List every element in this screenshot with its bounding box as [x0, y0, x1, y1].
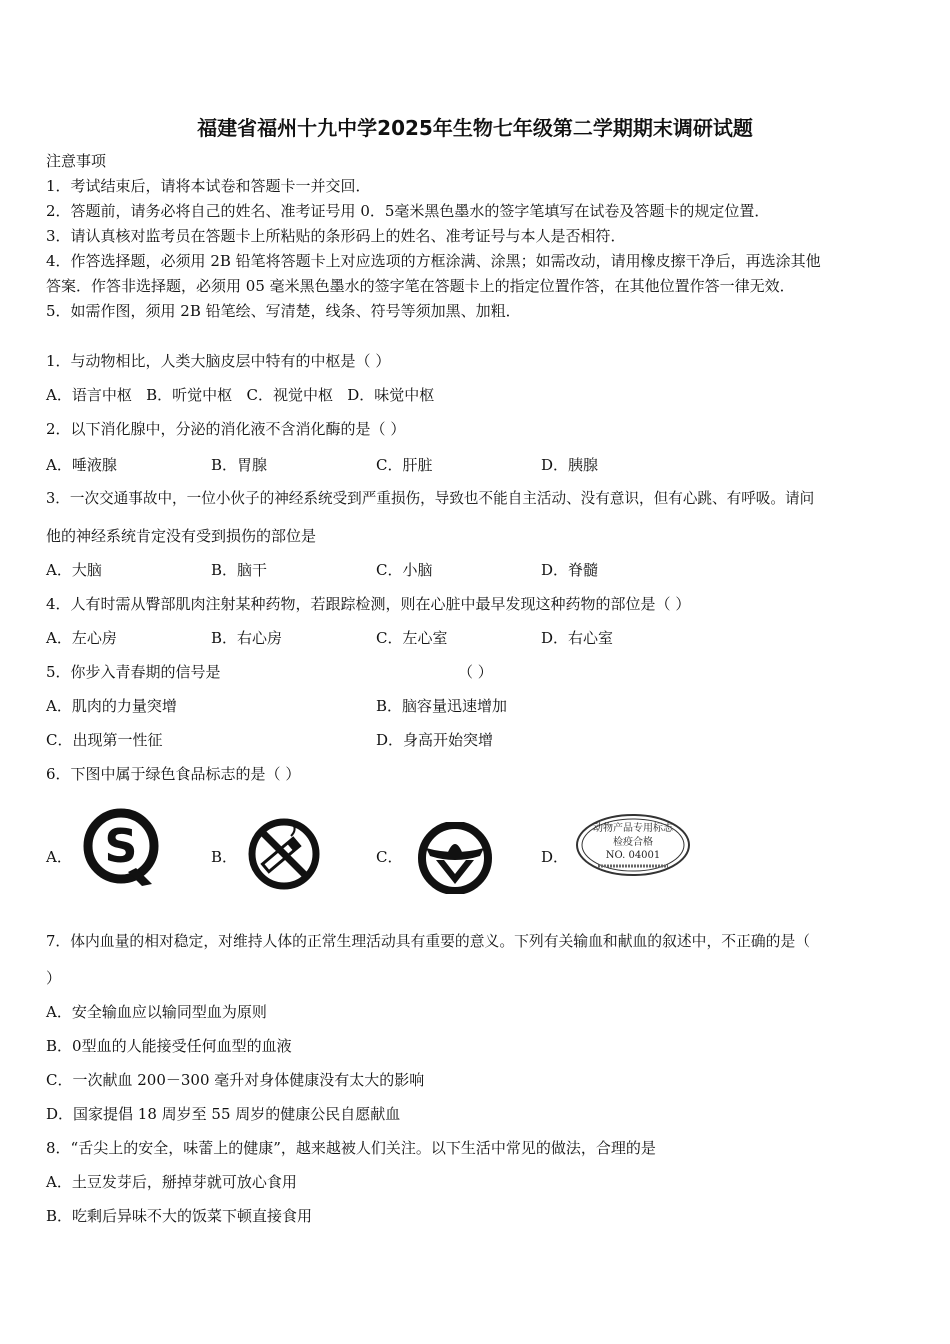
- question-1-stem: 1．与动物相比，人类大脑皮层中特有的中枢是（ ）: [46, 352, 391, 370]
- question-4-option-a: A．左心房: [46, 629, 117, 647]
- question-5-option-a: A．肌肉的力量突增: [46, 697, 177, 715]
- notice-item: 1．考试结束后，请将本试卷和答题卡一并交回．: [46, 177, 371, 195]
- question-3-option-b: B．脑干: [211, 561, 268, 579]
- notice-item: 2．答题前，请务必将自己的姓名、准考证号用 0．5毫米黑色墨水的签字笔填写在试卷及答题卡的规定位置．: [46, 202, 770, 220]
- question-7-stem-line1: 7．体内血量的相对稳定，对维持人体的正常生理活动具有重要的意义。下列有关输血和献血的叙述中，不正确的是（: [46, 933, 811, 950]
- question-4-option-b: B．右心房: [211, 629, 283, 647]
- svg-text:S: S: [104, 819, 138, 873]
- question-2-option-b: B．胃腺: [211, 456, 268, 474]
- question-5-option-d: D．身高开始突增: [376, 731, 494, 749]
- notice-item: 5．如需作图，须用 2B 铅笔绘、写清楚，线条、符号等须加黑、加粗．: [46, 302, 521, 320]
- question-5-stem: 5．你步入青春期的信号是: [46, 663, 221, 681]
- stamp-text-line2: 检疫合格: [613, 837, 653, 848]
- question-8-option-a: A．土豆发芽后，掰掉芽就可放心食用: [46, 1173, 297, 1191]
- question-3-stem-line2: 他的神经系统肯定没有受到损伤的部位是: [46, 527, 317, 545]
- question-3-stem-line1: 3．一次交通事故中，一位小伙子的神经系统受到严重损伤，导致也不能自主活动、没有意识，但有心跳、有呼吸。请问: [46, 490, 815, 507]
- question-3-option-d: D．脊髓: [541, 561, 599, 579]
- question-7-option-b: B．0型血的人能接受任何血型的血液: [46, 1037, 292, 1055]
- stamp-text-line1: 动物产品专用标志: [593, 823, 673, 834]
- question-4-stem: 4．人有时需从臀部肌肉注射某种药物，若跟踪检测，则在心脏中最早发现这种药物的部位是（ ）: [46, 595, 691, 613]
- question-4-option-d: D．右心室: [541, 629, 614, 647]
- notice-item: 4．作答选择题，必须用 2B 铅笔将答题卡上对应选项的方框涂满、涂黑；如需改动，请用橡皮擦干净后，再选涂其他: [46, 252, 821, 270]
- green-food-logo-icon: [412, 822, 498, 894]
- notice-item: 答案．作答非选择题，必须用 05 毫米黑色墨水的签字笔在答题卡上的指定位置作答，在其他位置作答一律无效．: [46, 277, 795, 295]
- question-3-option-c: C．小脑: [376, 561, 433, 579]
- page-title: 福建省福州十九中学2025年生物七年级第二学期期末调研试题: [197, 116, 753, 140]
- notice-heading: 注意事项: [46, 152, 107, 170]
- question-5-option-c: C．出现第一性征: [46, 731, 163, 749]
- question-8-stem: 8．“舌尖上的安全，味蕾上的健康”，越来越被人们关注。以下生活中常见的做法，合理的是: [46, 1139, 656, 1157]
- question-7-stem-line2: ）: [46, 969, 62, 987]
- question-5-answer-paren: （ ）: [458, 663, 493, 681]
- question-2-option-d: D．胰腺: [541, 456, 599, 474]
- no-smoking-icon: [243, 818, 325, 890]
- question-6-stem: 6．下图中属于绿色食品标志的是（ ）: [46, 765, 301, 783]
- question-2-stem: 2．以下消化腺中，分泌的消化液不含消化酶的是（ ）: [46, 420, 406, 438]
- question-1-options: A．语言中枢 B．听觉中枢 C．视觉中枢 D．味觉中枢: [46, 386, 435, 404]
- question-4-option-c: C．左心室: [376, 629, 448, 647]
- question-7-option-c: C．一次献血 200－300 毫升对身体健康没有太大的影响: [46, 1071, 425, 1089]
- question-7-option-a: A．安全输血应以输同型血为原则: [46, 1003, 267, 1021]
- qs-logo-icon: [80, 808, 162, 888]
- quarantine-stamp-icon: [574, 812, 692, 878]
- question-5-option-b: B．脑容量迅速增加: [376, 697, 508, 715]
- question-3-option-a: A．大脑: [46, 561, 102, 579]
- question-8-option-b: B．吃剩后异味不大的饭菜下顿直接食用: [46, 1207, 313, 1225]
- question-6-option-d: D．: [541, 848, 569, 866]
- question-6-option-a: A．: [46, 848, 72, 866]
- stamp-text-line3: NO. 04001: [605, 850, 661, 861]
- question-6-option-b: B．: [211, 848, 238, 866]
- question-6-option-c: C．: [376, 848, 403, 866]
- notice-item: 3．请认真核对监考员在答题卡上所粘贴的条形码上的姓名、准考证号与本人是否相符．: [46, 227, 626, 245]
- question-2-option-c: C．肝脏: [376, 456, 433, 474]
- question-7-option-d: D．国家提倡 18 周岁至 55 周岁的健康公民自愿献血: [46, 1105, 401, 1123]
- question-2-option-a: A．唾液腺: [46, 456, 117, 474]
